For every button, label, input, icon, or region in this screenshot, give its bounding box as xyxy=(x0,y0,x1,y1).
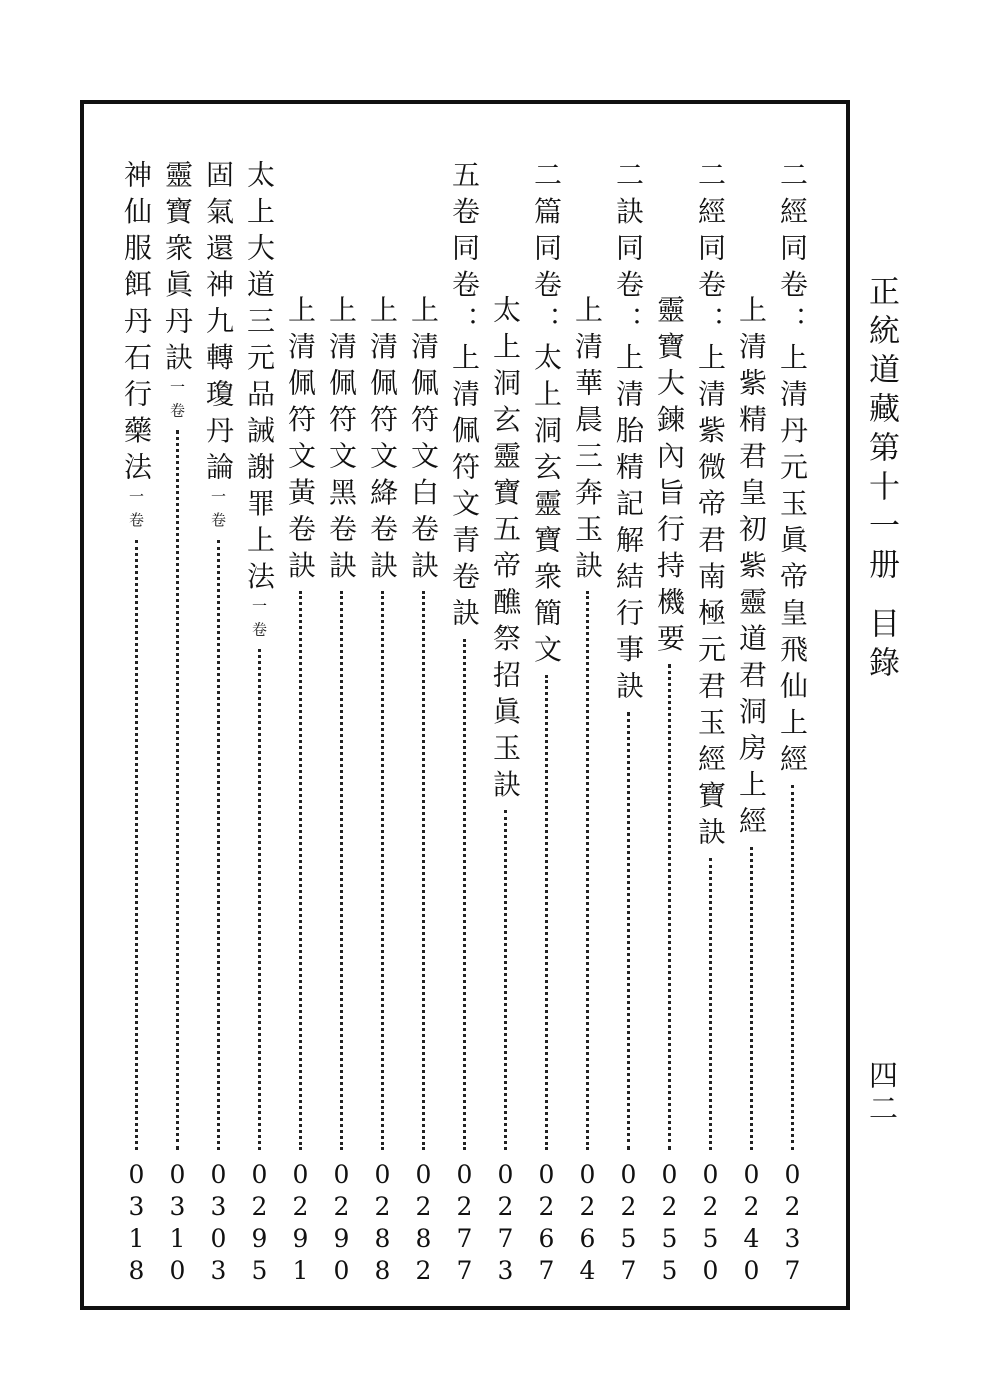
toc-page-number: 0282 xyxy=(409,1160,438,1288)
toc-page-number: 0267 xyxy=(532,1160,561,1288)
toc-entry-title: 五卷同卷：上清佩符文青卷訣 xyxy=(448,160,481,635)
dot-leader xyxy=(586,591,589,1150)
dot-leader xyxy=(545,675,548,1150)
running-header xyxy=(863,275,899,685)
toc-page-number: 0255 xyxy=(655,1160,684,1288)
dot-leader xyxy=(709,858,712,1150)
toc-entry xyxy=(612,160,645,708)
toc-entry-title: 太上大道三元品誡謝罪上法 xyxy=(243,160,276,598)
dot-leader xyxy=(381,591,384,1150)
dot-leader xyxy=(791,785,794,1150)
dot-leader xyxy=(463,639,466,1150)
toc-entry-title: 上清佩符文黃卷訣 xyxy=(284,295,317,587)
book-title: 正統道藏第十一册 xyxy=(863,275,899,587)
toc-entry xyxy=(653,295,686,660)
toc-entry-title: 上清佩符文絳卷訣 xyxy=(366,295,399,587)
toc-page-number: 0250 xyxy=(696,1160,725,1288)
toc-page-number: 0290 xyxy=(327,1160,356,1288)
toc-page-number: 0240 xyxy=(737,1160,766,1288)
toc-entry-volume-note: 一卷 xyxy=(168,379,186,426)
toc-entry xyxy=(243,160,276,645)
toc-entry-volume-note: 一卷 xyxy=(209,488,227,536)
dot-leader xyxy=(504,810,507,1150)
toc-page-number: 0295 xyxy=(245,1160,274,1288)
dot-leader xyxy=(176,430,179,1150)
toc-entry-title: 二經同卷：上清紫微帝君南極元君玉經寶訣 xyxy=(694,160,727,854)
section-title: 目錄 xyxy=(863,607,899,685)
toc-entry xyxy=(366,295,399,587)
toc-page-number: 0303 xyxy=(204,1160,233,1288)
toc-page-number: 0273 xyxy=(491,1160,520,1288)
toc-entry-title: 太上洞玄靈寶五帝醮祭招眞玉訣 xyxy=(489,295,522,806)
toc-entry xyxy=(120,160,153,536)
page-number: 四二 xyxy=(865,1060,899,1126)
toc-entry xyxy=(202,160,235,536)
toc-page-number: 0277 xyxy=(450,1160,479,1288)
toc-entry-title: 固氣還神九轉瓊丹論 xyxy=(202,160,235,489)
toc-entry xyxy=(161,160,194,426)
toc-page-number: 0257 xyxy=(614,1160,643,1288)
toc-entry-title: 上清佩符文黑卷訣 xyxy=(325,295,358,587)
toc-entry xyxy=(735,295,768,843)
dot-leader xyxy=(217,540,220,1150)
toc-entry xyxy=(489,295,522,806)
dot-leader xyxy=(258,649,261,1150)
toc-page-number: 0291 xyxy=(286,1160,315,1288)
dot-leader xyxy=(627,712,630,1150)
toc-entry-title: 上清紫精君皇初紫靈道君洞房上經 xyxy=(735,295,768,843)
toc-entry xyxy=(284,295,317,587)
toc-entry xyxy=(571,295,604,587)
dot-leader xyxy=(750,847,753,1150)
toc-entry xyxy=(530,160,563,671)
toc-entry xyxy=(407,295,440,587)
dot-leader xyxy=(422,591,425,1150)
toc-entry-volume-note: 一卷 xyxy=(127,488,145,536)
toc-entry-title: 上清佩符文白卷訣 xyxy=(407,295,440,587)
toc-entry-title: 上清華晨三奔玉訣 xyxy=(571,295,604,587)
toc-entry xyxy=(694,160,727,854)
toc-page-number: 0318 xyxy=(122,1160,151,1288)
toc-page-number: 0264 xyxy=(573,1160,602,1288)
toc-entry-title: 二經同卷：上清丹元玉眞帝皇飛仙上經 xyxy=(776,160,809,781)
toc-entry-title: 靈寶大鍊內旨行持機要 xyxy=(653,295,686,660)
dot-leader xyxy=(135,540,138,1150)
toc-entry-title: 二篇同卷：太上洞玄靈寶衆簡文 xyxy=(530,160,563,671)
toc-entry-title: 靈寶衆眞丹訣 xyxy=(161,160,194,379)
toc-page-number: 0237 xyxy=(778,1160,807,1288)
toc-entry-volume-note: 一卷 xyxy=(250,598,268,645)
dot-leader xyxy=(340,591,343,1150)
dot-leader xyxy=(299,591,302,1150)
toc-entry-title: 神仙服餌丹石行藥法 xyxy=(120,160,153,489)
dot-leader xyxy=(668,664,671,1150)
toc-entry xyxy=(448,160,481,635)
toc-entry-title: 二訣同卷：上清胎精記解結行事訣 xyxy=(612,160,645,708)
toc-page-number: 0310 xyxy=(163,1160,192,1288)
toc-page-number: 0288 xyxy=(368,1160,397,1288)
toc-entry xyxy=(325,295,358,587)
toc-entry xyxy=(776,160,809,781)
